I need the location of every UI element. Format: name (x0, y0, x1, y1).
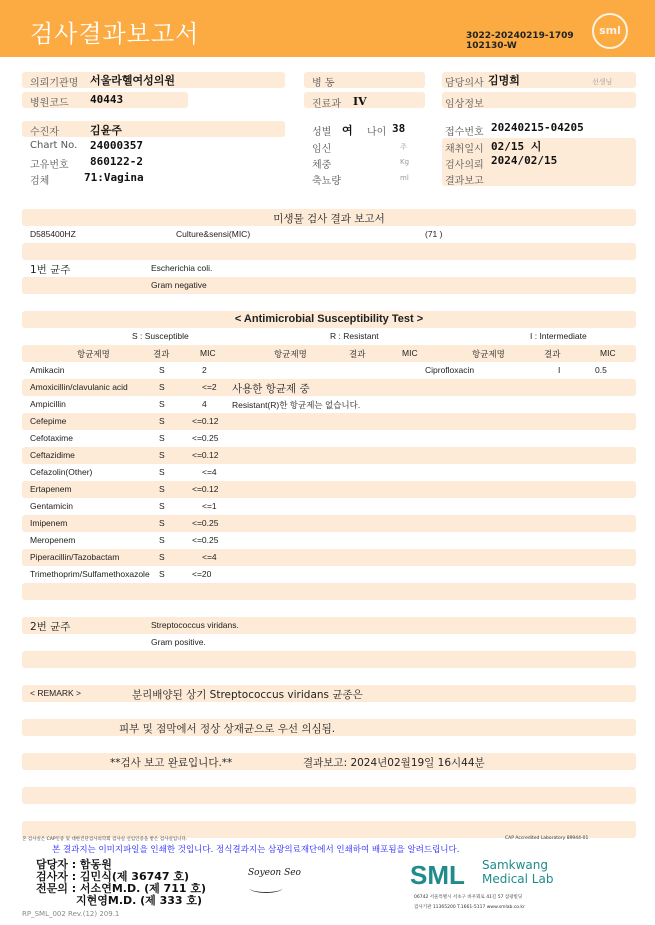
cell-text: 결과 (153, 349, 170, 359)
drug-mic: <=20 (192, 569, 212, 579)
institution-label: 의뢰기관명 (30, 78, 79, 89)
drug-mic: <=0.12 (192, 484, 219, 494)
table-row (22, 379, 636, 396)
page-title: 검사결과보고서 (30, 20, 200, 48)
report-row (22, 328, 636, 345)
cell-text: 1번 균주 (30, 264, 71, 276)
table-row (22, 430, 636, 447)
drug-name: Piperacillin/Tazobactam (30, 552, 120, 562)
table-row (22, 413, 636, 430)
report-row (22, 294, 636, 311)
drug-mic: <=0.12 (192, 450, 219, 460)
request-value: 2024/02/15 (491, 154, 558, 167)
drug-result: S (159, 382, 165, 392)
ward-label: 병 동 (312, 78, 335, 89)
header-bar (0, 0, 655, 57)
chart-label: Chart No. (30, 140, 78, 151)
weight-unit: Kg (400, 158, 410, 166)
report-row (22, 617, 636, 634)
drug-mic: 2 (202, 365, 207, 375)
table-row (22, 498, 636, 515)
form-code: RP_SML_002 Rev.(12) 209.1 (22, 910, 120, 918)
sml-logo-icon: sml (592, 13, 628, 49)
table-row (22, 515, 636, 532)
report-row (22, 583, 636, 600)
report-row (22, 770, 636, 787)
hospital-code-value: 40443 (90, 93, 124, 106)
weight-label: 체중 (312, 160, 332, 171)
drug-result: S (159, 518, 165, 528)
drug-name: Ciprofloxacin (425, 365, 475, 375)
report-label: 결과보고 (445, 176, 484, 187)
report-row (22, 226, 636, 243)
cap-note: CAP Accredited Laboratory 89944-01 (505, 836, 589, 841)
cell-text: MIC (402, 348, 418, 358)
drug-result: S (159, 365, 165, 375)
drug-name: Cefotaxime (30, 433, 73, 443)
report-row (22, 736, 636, 753)
sex-label: 성별 (312, 127, 332, 138)
table-row (22, 447, 636, 464)
cell-text: Gram positive. (151, 637, 206, 647)
note: 사용한 항균제 중 (232, 383, 310, 395)
report-row (22, 787, 636, 804)
drug-result: S (159, 450, 165, 460)
remark-text: 피부 및 점막에서 정상 상재균으로 우선 의심됨. (119, 723, 336, 735)
cell-text: 항균제명 (77, 349, 110, 359)
drug-mic: <=4 (202, 552, 217, 562)
cell-text: MIC (600, 348, 616, 358)
drug-name: Ampicillin (30, 399, 66, 409)
report-row (22, 719, 636, 736)
drug-result: I (558, 365, 561, 375)
drug-result: S (159, 535, 165, 545)
drug-mic: <=0.12 (192, 416, 219, 426)
doctor-value: 김명희 (488, 74, 520, 87)
image-copy-notice: 본 결과지는 이미지파일을 인쇄한 것입니다. 정식결과지는 삼광의료재단에서 인쇄하여 배포됨을 알려드립니다. (52, 845, 460, 855)
complete-text: **검사 보고 완료입니다.** (110, 757, 233, 769)
remark-text: 분리배양된 상기 Streptococcus viridans 균종은 (132, 689, 363, 701)
band (22, 121, 285, 137)
receipt-label: 접수번호 (445, 127, 484, 138)
collect-label: 채취일시 (445, 144, 484, 155)
drug-name: Ceftazidime (30, 450, 75, 460)
report-page: 검사결과보고서 3022-20240219-1709 102130-W sml 의뢰기관명 서울라헬여성의원 병원코드 40443 수진자 김윤주 Chart No. 24000357 고유번호 860122-2 검체 71:Vagina 병 동 진료과 IV 성별 여 나이 38 임신 주 체중 Kg 축뇨량 ml 담당의사 김명희 선생님 임상정보 접수번호 20240215-04205 채취일시 02/15 시 검사의뢰 2024/02/15 결과보고 미생물 검사 결과 보고서 D585400HZ Culture&sensi(MIC) (71 ) 1번 균주 Escherichia coli. Gram negative < Antimicrobial Susceptibility Test > S : Susceptible R : Resistant I : Intermediate 항균제명 결과 MIC 항균제명 결과 MIC 항균제명 결과 MIC Amikacin S 2 Ciprofloxacin I 0.5 Amoxicillin/clavulanic acid S <=2 사용한 항균제 중 Ampicillin S 4 Resistant(R)한 항균제는 없습니다. Cefepime S <=0.12 Cefotaxime S <=0.25 Ceftazidime S <=0.12 Cefazolin(Other) S <=4 Ertapenem S <=0.12 Gentamicin S <=1 Imipenem S <=0.25 Meropenem S <=0.25 Piperacillin/Tazobactam S <=4 Trimethoprim/Sulfamethoxazole S <=20 2번 균주 Streptococcus viridans. Gram positive. < REMARK > 분리배양된 상기 Streptococcus viridans 균종은 피부 및 점막에서 정상 상재균으로 우선 의심됨. **검사 보고 완료입니다.** 결과보고: 2024년02월19일 16시44분 본 검사실은 CAP인증 및 대한진단검사의학회 검사실 신임인증을 받은 검사실입니다. CAP Accredited Laboratory 89944-01 본 결과지는 이미지파일을 인쇄한 것입니다. 정식결과지는 삼광의료재단에서 인쇄하여 배포됨을 알려드립니다. 담당자 : 함동원 검사자 : 김민식(제 36747 호) 전문의 : 서소연M.D. (제 711 호) 지현영M.D. (제 333 호) Soyeon Seo SML Samkwang Medical Lab 06742 서울특별시 서초구 바우뫼로 41길 57 삼광빌딩 검사기관 11365200 T.1661-5117 www.smlab.co.kr RP_SML_002 Rev.(12) 209.1 (0, 0, 655, 925)
drug-mic: <=4 (202, 467, 217, 477)
report-row (22, 753, 636, 770)
table-row (22, 566, 636, 583)
report-code: 3022-20240219-1709 102130-W (466, 31, 574, 51)
specimen-label: 검체 (30, 176, 50, 187)
remark-label: < REMARK > (30, 688, 82, 698)
drug-result: S (159, 484, 165, 494)
report-row (22, 685, 636, 702)
report-row (22, 260, 636, 277)
table-row (22, 532, 636, 549)
cell-text: D585400HZ (30, 229, 76, 239)
cell-text: 항균제명 (472, 349, 505, 359)
dept-label: 진료과 (312, 99, 341, 110)
report-row (22, 702, 636, 719)
sex-value: 여 (342, 124, 353, 137)
drug-result: S (159, 552, 165, 562)
report-time: 결과보고: 2024년02월19일 16시44분 (303, 757, 485, 769)
drug-name: Gentamicin (30, 501, 73, 511)
report-row (22, 600, 636, 617)
cell-text: 결과 (349, 349, 366, 359)
doctor-label: 담당의사 (445, 78, 484, 89)
drug-result: S (159, 501, 165, 511)
id-label: 고유번호 (30, 160, 69, 171)
cell-text: 결과 (544, 349, 561, 359)
cell-text: Culture&sensi(MIC) (176, 229, 251, 239)
drug-name: Imipenem (30, 518, 68, 528)
report-row (22, 668, 636, 685)
age-value: 38 (392, 122, 406, 135)
drug-mic: <=2 (202, 382, 217, 392)
drug-result: S (159, 569, 165, 579)
drug-result: S (159, 399, 165, 409)
drug-mic: <=0.25 (192, 433, 219, 443)
dept-value: IV (353, 95, 367, 108)
drug-mic: <=0.25 (192, 518, 219, 528)
signature-scribble (250, 884, 282, 893)
cell-text: MIC (200, 348, 216, 358)
drug-name: Trimethoprim/Sulfamethoxazole (30, 569, 150, 579)
pregnancy-unit: 주 (400, 143, 407, 151)
table-row (22, 549, 636, 566)
accreditation-note: 본 검사실은 CAP인증 및 대한진단검사의학회 검사실 신임인증을 받은 검사실입니다. (22, 837, 188, 842)
drug-mic: 4 (202, 399, 207, 409)
report-row (22, 345, 636, 362)
drug-mic: 0.5 (595, 365, 607, 375)
cell-text: Gram negative (151, 280, 207, 290)
drug-name: Meropenem (30, 535, 76, 545)
cell-text: (71 ) (425, 229, 443, 239)
cell-text: Streptococcus viridans. (151, 620, 239, 630)
ast-title: < Antimicrobial Susceptibility Test > (234, 313, 424, 325)
signature: Soyeon Seo (248, 868, 301, 878)
report-row (22, 651, 636, 668)
cell-text: S : Susceptible (132, 331, 189, 341)
urine-label: 축뇨량 (312, 176, 341, 187)
urine-unit: ml (400, 174, 409, 182)
specimen-value: 71:Vagina (84, 171, 144, 184)
drug-name: Amoxicillin/clavulanic acid (30, 382, 128, 392)
report-row (22, 277, 636, 294)
patient-label: 수진자 (30, 127, 59, 138)
report-row (22, 243, 636, 260)
signatories: 담당자 : 함동원 검사자 : 김민식(제 36747 호) 전문의 : 서소연M.D. (제 711 호) 지현영M.D. (제 333 호) (36, 858, 207, 907)
report-row (22, 634, 636, 651)
drug-mic: <=1 (202, 501, 217, 511)
result-table (22, 209, 636, 838)
report-row (22, 209, 636, 226)
request-label: 검사의뢰 (445, 160, 484, 171)
receipt-value: 20240215-04205 (491, 121, 584, 134)
cell-text: I : Intermediate (530, 331, 587, 341)
doctor-suffix: 선생님 (592, 78, 613, 86)
note: Resistant(R)한 항균제는 없습니다. (232, 400, 361, 410)
report-row (22, 804, 636, 821)
clinical-label: 임상정보 (445, 99, 484, 110)
drug-mic: <=0.25 (192, 535, 219, 545)
cell-text: R : Resistant (330, 331, 379, 341)
drug-result: S (159, 433, 165, 443)
table-row (22, 464, 636, 481)
id-value: 860122-2 (90, 155, 143, 168)
report-row (22, 311, 636, 328)
drug-name: Amikacin (30, 365, 65, 375)
drug-result: S (159, 467, 165, 477)
table-row (22, 396, 636, 413)
patient-value: 김윤주 (90, 124, 122, 137)
table-row (22, 362, 636, 379)
drug-result: S (159, 416, 165, 426)
hospital-code-label: 병원코드 (30, 98, 69, 109)
chart-value: 24000357 (90, 139, 143, 152)
cell-text: 항균제명 (274, 349, 307, 359)
drug-name: Cefazolin(Other) (30, 467, 93, 477)
cell-text: 2번 균주 (30, 621, 71, 633)
age-label: 나이 (367, 127, 387, 138)
cell-text: Escherichia coli. (151, 263, 213, 273)
institution-value: 서울라헬여성의원 (90, 74, 176, 87)
report-title: 미생물 검사 결과 보고서 (273, 213, 385, 225)
table-row (22, 481, 636, 498)
drug-name: Cefepime (30, 416, 67, 426)
collect-value: 02/15 시 (491, 140, 542, 153)
pregnancy-label: 임신 (312, 144, 332, 155)
drug-name: Ertapenem (30, 484, 72, 494)
